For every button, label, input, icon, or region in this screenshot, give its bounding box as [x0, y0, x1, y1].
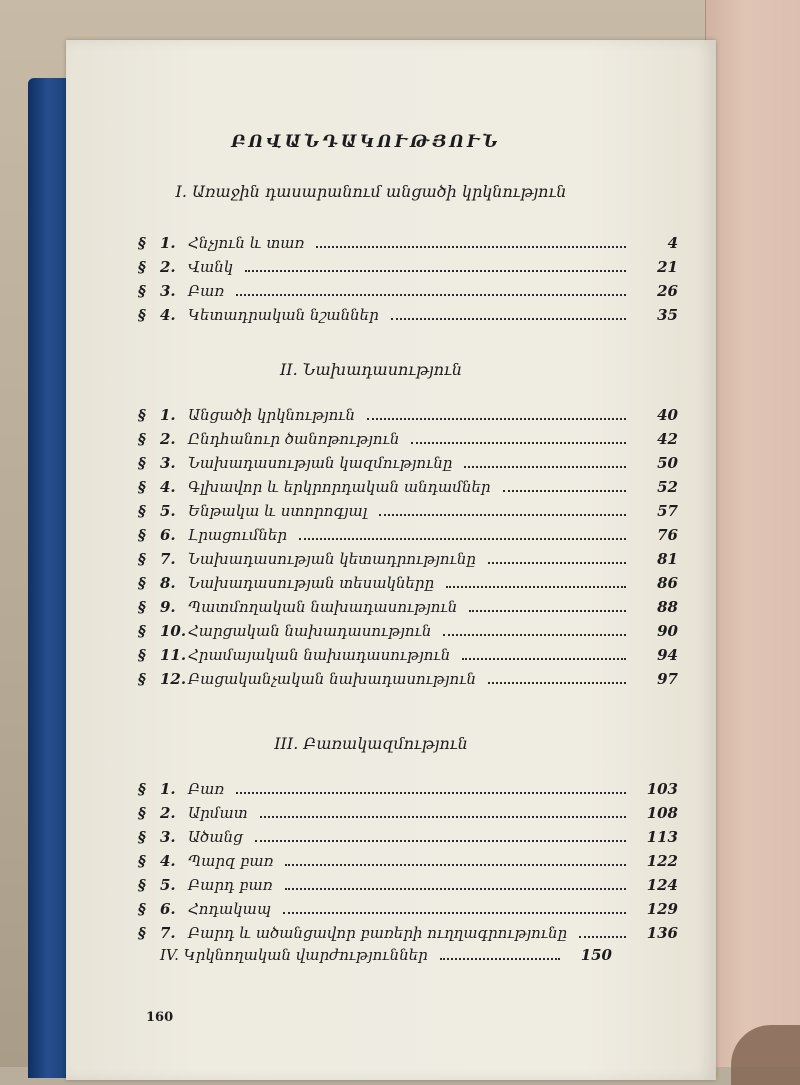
- toc-row[interactable]: [138, 924, 678, 948]
- item-number: 5.: [160, 502, 176, 520]
- item-title: Պատմողական նախադասություն: [188, 598, 458, 616]
- thumb: [731, 1025, 800, 1085]
- item-page: 90: [657, 622, 678, 640]
- facing-page: [705, 0, 800, 1067]
- item-title: Վանկ: [188, 258, 234, 276]
- item-page: 97: [657, 670, 678, 688]
- item-title: Անցածի կրկնություն: [188, 406, 356, 424]
- item-title: Ընդհանուր ծանոթություն: [188, 430, 400, 448]
- leader-dots: [255, 840, 626, 842]
- toc-row[interactable]: [138, 852, 678, 876]
- toc-row[interactable]: [138, 574, 678, 598]
- item-page: 129: [646, 900, 678, 918]
- toc-row[interactable]: [138, 646, 678, 670]
- toc-row[interactable]: [138, 478, 678, 502]
- item-page: 124: [646, 876, 678, 894]
- leader-dots: [440, 958, 560, 960]
- item-page: 88: [657, 598, 678, 616]
- toc-row[interactable]: [138, 828, 678, 852]
- item-number: 9.: [160, 598, 176, 616]
- section-mark: §: [138, 234, 146, 252]
- leader-dots: [488, 682, 626, 684]
- item-page: 108: [646, 804, 678, 822]
- item-number: 2.: [160, 804, 176, 822]
- section-mark: §: [138, 258, 146, 276]
- item-page: 136: [646, 924, 678, 942]
- toc-row[interactable]: [138, 622, 678, 646]
- toc-row[interactable]: [138, 258, 678, 282]
- toc-row[interactable]: [138, 306, 678, 330]
- section-mark: §: [138, 406, 146, 424]
- part-4-title: IV. Կրկնողական վարժություններ: [160, 946, 428, 964]
- item-number: 7.: [160, 550, 176, 568]
- item-title: Նախադասության կազմությունը: [188, 454, 453, 472]
- toc-row[interactable]: [138, 550, 678, 574]
- leader-dots: [285, 888, 626, 890]
- toc-row[interactable]: [138, 406, 678, 430]
- item-number: 3.: [160, 282, 176, 300]
- toc-content: [66, 40, 716, 1060]
- section-mark: §: [138, 478, 146, 496]
- toc-row[interactable]: [138, 900, 678, 924]
- item-page: 52: [657, 478, 678, 496]
- item-number: 1.: [160, 406, 176, 424]
- toc-row[interactable]: [138, 876, 678, 900]
- item-page: 57: [657, 502, 678, 520]
- leader-dots: [464, 466, 626, 468]
- item-number: 11.: [160, 646, 187, 664]
- item-page: 50: [657, 454, 678, 472]
- leader-dots: [260, 816, 626, 818]
- toc-row[interactable]: [138, 502, 678, 526]
- item-title: Բարդ բառ: [188, 876, 273, 894]
- item-number: 1.: [160, 780, 176, 798]
- section-heading-1: I. Առաջին դասարանում անցածի կրկնություն: [175, 182, 567, 201]
- leader-dots: [488, 562, 626, 564]
- item-page: 35: [657, 306, 678, 324]
- item-page: 4: [667, 234, 678, 252]
- item-title: Արմատ: [188, 804, 248, 822]
- item-page: 40: [657, 406, 678, 424]
- item-number: 8.: [160, 574, 176, 592]
- section-mark: §: [138, 804, 146, 822]
- leader-dots: [411, 442, 626, 444]
- leader-dots: [469, 610, 626, 612]
- toc-row[interactable]: [138, 804, 678, 828]
- item-page: 113: [646, 828, 678, 846]
- section-mark: §: [138, 574, 146, 592]
- leader-dots: [285, 864, 626, 866]
- item-number: 3.: [160, 454, 176, 472]
- section-mark: §: [138, 900, 146, 918]
- leader-dots: [446, 586, 626, 588]
- section-mark: §: [138, 454, 146, 472]
- item-page: 21: [657, 258, 678, 276]
- toc-row[interactable]: [138, 526, 678, 550]
- section-mark: §: [138, 550, 146, 568]
- section-mark: §: [138, 622, 146, 640]
- section-mark: §: [138, 526, 146, 544]
- item-number: 10.: [160, 622, 187, 640]
- item-title: Հնչյուն և տառ: [188, 234, 305, 252]
- section-mark: §: [138, 502, 146, 520]
- section-mark: §: [138, 282, 146, 300]
- page-number: 160: [146, 1010, 174, 1025]
- item-number: 1.: [160, 234, 176, 252]
- item-title: Նախադասության կետադրությունը: [188, 550, 476, 568]
- leader-dots: [391, 318, 626, 320]
- item-number: 6.: [160, 526, 176, 544]
- item-page: 103: [646, 780, 678, 798]
- item-number: 3.: [160, 828, 176, 846]
- leader-dots: [236, 294, 626, 296]
- item-title: Գլխավոր և երկրորդական անդամներ: [188, 478, 491, 496]
- leader-dots: [316, 246, 626, 248]
- leader-dots: [462, 658, 626, 660]
- item-page: 86: [657, 574, 678, 592]
- leader-dots: [443, 634, 626, 636]
- item-title: Հարցական նախադասություն: [188, 622, 432, 640]
- item-number: 4.: [160, 306, 176, 324]
- item-number: 4.: [160, 478, 176, 496]
- leader-dots: [503, 490, 626, 492]
- item-page: 76: [657, 526, 678, 544]
- section-mark: §: [138, 670, 146, 688]
- section-heading-2: II. Նախադասություն: [279, 360, 463, 379]
- section-heading-3: III. Բառակազմություն: [274, 734, 468, 753]
- toc-row[interactable]: [138, 598, 678, 622]
- leader-dots: [299, 538, 626, 540]
- leader-dots: [579, 936, 626, 938]
- leader-dots: [236, 792, 626, 794]
- leader-dots: [379, 514, 626, 516]
- item-title: Բարդ և ածանցավոր բառերի ուղղագրությունը: [188, 924, 568, 942]
- toc-row[interactable]: [138, 454, 678, 478]
- section-mark: §: [138, 306, 146, 324]
- item-number: 7.: [160, 924, 176, 942]
- item-title: Նախադասության տեսակները: [188, 574, 435, 592]
- item-page: 26: [657, 282, 678, 300]
- item-number: 4.: [160, 852, 176, 870]
- item-page: 122: [646, 852, 678, 870]
- item-page: 94: [657, 646, 678, 664]
- item-title: Ածանց: [188, 828, 243, 846]
- toc-row[interactable]: [138, 282, 678, 306]
- toc-row-part-4[interactable]: [160, 946, 612, 964]
- section-mark: §: [138, 924, 146, 942]
- section-mark: §: [138, 598, 146, 616]
- item-number: 2.: [160, 258, 176, 276]
- section-mark: §: [138, 852, 146, 870]
- item-page: 42: [657, 430, 678, 448]
- section-mark: §: [138, 828, 146, 846]
- item-title: Կետադրական նշաններ: [188, 306, 379, 324]
- item-title: Հրամայական նախադասություն: [188, 646, 451, 664]
- toc-row[interactable]: [138, 780, 678, 804]
- item-number: 5.: [160, 876, 176, 894]
- leader-dots: [245, 270, 626, 272]
- toc-row[interactable]: [138, 234, 678, 258]
- item-title: Պարզ բառ: [188, 852, 274, 870]
- section-mark: §: [138, 646, 146, 664]
- section-mark: §: [138, 876, 146, 894]
- leader-dots: [367, 418, 626, 420]
- item-number: 12.: [160, 670, 187, 688]
- leader-dots: [283, 912, 626, 914]
- part-4-page: 150: [580, 946, 612, 964]
- item-number: 6.: [160, 900, 176, 918]
- item-title: Բառ: [188, 780, 225, 798]
- item-title: Ենթակա և ստորոգյալ: [188, 502, 368, 520]
- item-title: Լրացումներ: [188, 526, 288, 544]
- item-title: Բացականչական նախադասություն: [188, 670, 477, 688]
- item-page: 81: [657, 550, 678, 568]
- section-mark: §: [138, 430, 146, 448]
- toc-title: ԲՈՎԱՆԴԱԿՈՒԹՅՈՒՆ: [231, 132, 501, 152]
- section-mark: §: [138, 780, 146, 798]
- item-title: Բառ: [188, 282, 225, 300]
- item-number: 2.: [160, 430, 176, 448]
- toc-row[interactable]: [138, 670, 678, 694]
- item-title: Հոդակապ: [188, 900, 271, 918]
- toc-row[interactable]: [138, 430, 678, 454]
